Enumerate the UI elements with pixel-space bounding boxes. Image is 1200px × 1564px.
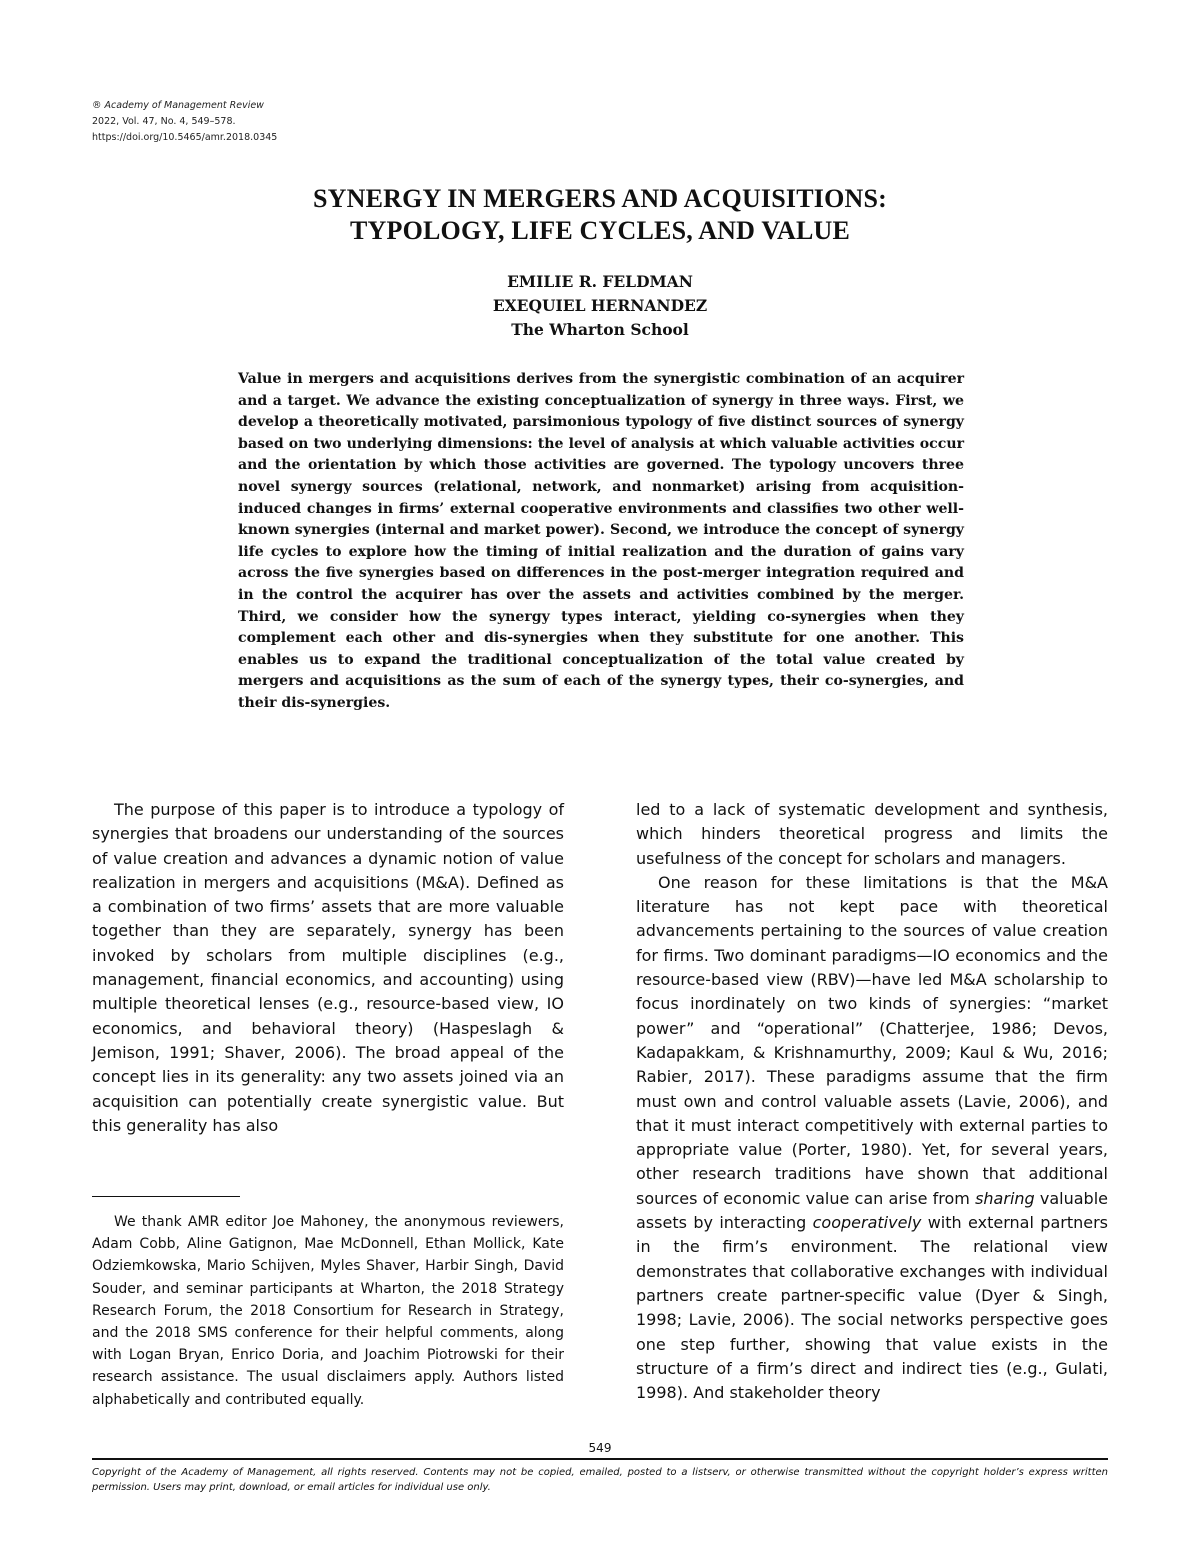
title-line-2: TYPOLOGY, LIFE CYCLES, AND VALUE bbox=[349, 216, 851, 245]
journal-name-line bbox=[92, 98, 277, 114]
journal-doi[interactable]: https://doi.org/10.5465/amr.2018.0345 bbox=[92, 132, 278, 143]
journal-mark: ® bbox=[92, 100, 102, 111]
article-title bbox=[0, 183, 1200, 247]
emphasis-text: cooperatively bbox=[812, 1213, 922, 1233]
journal-header bbox=[92, 98, 277, 146]
body-column-left bbox=[92, 798, 564, 1138]
author-name: EXEQUIEL HERNANDEZ bbox=[492, 296, 708, 315]
body-column-right bbox=[636, 798, 1108, 1405]
emphasis-text: sharing bbox=[975, 1188, 1035, 1208]
author-name: EMILIE R. FELDMAN bbox=[507, 272, 693, 291]
journal-name: Academy of Management Review bbox=[104, 100, 264, 111]
abstract: Value in mergers and acquisitions derives from the synergistic combination of an acquirer and a target. We advance the existing conceptualization of synergy in three ways. First, we develop a theoretically motivated, parsimonious typology of five distinct sources of synergy based on two underlying dimensions: the level of analysis at which valuable activities occur and the orientation by which those activities are governed. The typology uncovers three novel synergy sources (relational, network, and nonmarket) arising from acquisition-induced changes in firms’ external cooperative environments and classifies two other well-known synergies (internal and market power). Second, we introduce the concept of synergy life cycles to explore how the timing of initial realization and the duration of gains vary across the five synergies based on differences in the post-merger integration required and in the control the acquirer has over the assets and activities combined by the merger. Third, we consider how the synergy types interact, yielding co-synergies when they complement each other and dis-synergies when they substitute for one another. This enables us to expand the traditional conceptualization of the total value created by mergers and acquisitions as the sum of each of the synergy types, their co-synergies, and their dis-synergies. bbox=[238, 371, 964, 711]
page-number: 549 bbox=[588, 1441, 612, 1455]
title-line-1: SYNERGY IN MERGERS AND ACQUISITIONS: bbox=[312, 184, 887, 213]
author-affiliation: The Wharton School bbox=[511, 320, 689, 339]
footnote-divider bbox=[92, 1196, 240, 1197]
body-text: One reason for these limitations is that the M&A literature has not kept pace with theoretical advancements pertaining to the sources of value creation for firms. Two dominant paradigms—IO economics and the resource-based view (RBV)—have led M&A scholarship to focus inordinately on two kinds of synergies: “market power” and “operational” (Chatterjee, 1986; Devos, Kadapakkam, & Krishnamurthy, 2009; Kaul & Wu, 2016; Rabier, 2017). These paradigms assume that the firm must own and control valuable assets (Lavie, 2006), and that it must interact competitively with external parties to appropriate value (Porter, 1980). Yet, for several years, other research traditions have shown that additional sources of economic value can arise from bbox=[636, 872, 1108, 1208]
body-text: with external partners in the firm’s environment. The relational view demonstrates that collaborative exchanges with individual partners create partner-specific value (Dyer & Singh, 1998; Lavie, 2006). The social networks perspective goes one step further, showing that value exists in the structure of a firm’s direct and indirect ties (e.g., Gulati, 1998). And stakeholder theory bbox=[636, 1213, 1108, 1403]
copyright-divider bbox=[92, 1458, 1108, 1460]
body-paragraph bbox=[636, 871, 1108, 1406]
copyright-notice: Copyright of the Academy of Management, all rights reserved. Contents may not be copied, emailed, posted to a listserv, or otherwise transmitted without the copyright holder’s express written permission. Users may print, download, or email articles for individual use only. bbox=[92, 1467, 1108, 1493]
body-paragraph: The purpose of this paper is to introduce a typology of synergies that broadens our understanding of the sources of value creation and advances a dynamic notion of value realization in mergers and acquisitions (M&A). Defined as a combination of two firms’ assets that are more valuable together than they are separately, synergy has been invoked by scholars from multiple disciplines (e.g., management, financial economics, and accounting) using multiple theoretical lenses (e.g., resource-based view, IO economics, and behavioral theory) (Haspeslagh & Jemison, 1991; Shaver, 2006). The broad appeal of the concept lies in its generality: any two assets joined via an acquisition can potentially create synergistic value. But this generality has also bbox=[92, 800, 564, 1135]
body-text: valuable assets by interacting bbox=[636, 1188, 1108, 1233]
body-paragraph: led to a lack of systematic development and synthesis, which hinders theoretical progress and limits the usefulness of the concept for scholars and managers. bbox=[636, 800, 1108, 868]
journal-issue: 2022, Vol. 47, No. 4, 549–578. bbox=[92, 116, 236, 127]
author-block bbox=[0, 270, 1200, 342]
acknowledgment-footnote: We thank AMR editor Joe Mahoney, the anonymous reviewers, Adam Cobb, Aline Gatignon, Mae McDonnell, Ethan Mollick, Kate Odziemkowska, Mario Schijven, Myles Shaver, Harbir Singh, David Souder, and seminar participants at Wharton, the 2018 Strategy Research Forum, the 2018 Consortium for Research in Strategy, and the 2018 SMS conference for their helpful comments, along with Logan Bryan, Enrico Doria, and Joachim Piotrowski for their research assistance. The usual disclaimers apply. Authors listed alphabetically and contributed equally. bbox=[92, 1214, 564, 1408]
